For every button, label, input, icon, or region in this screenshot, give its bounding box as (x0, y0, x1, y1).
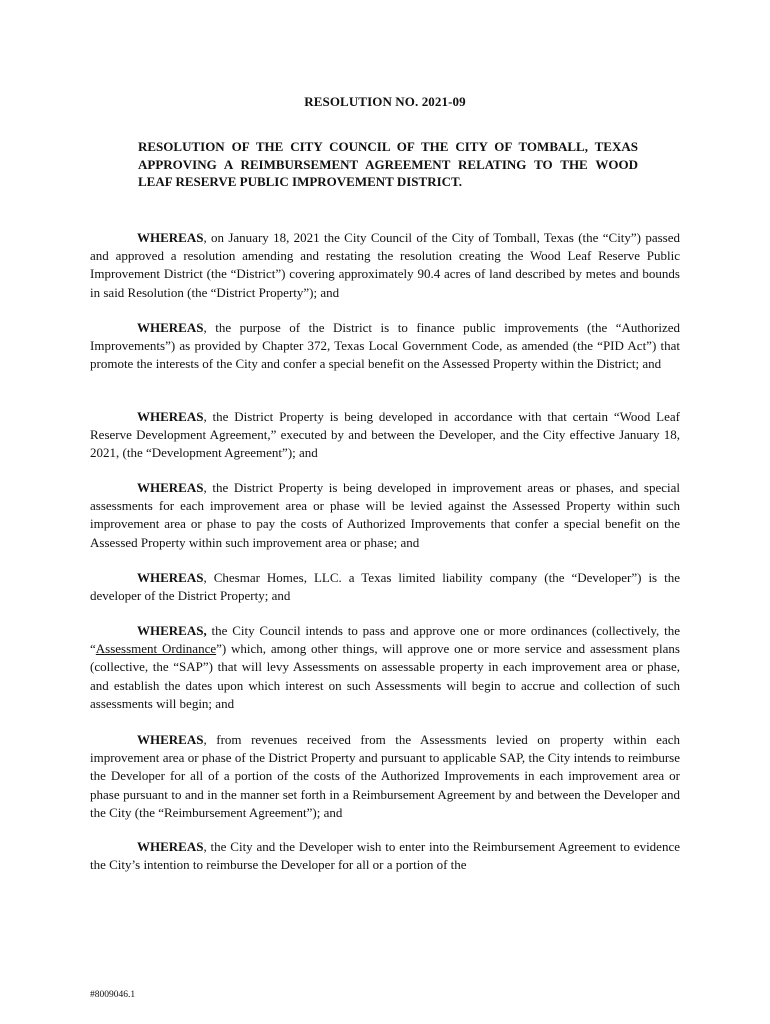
whereas-paragraph-1 (90, 229, 680, 302)
paragraph-text: , from revenues received from the Assessments levied on property within each improvement area or phase of the District Property and pursuant to applicable SAP, the City intends to reimburse the Developer for all of a portion of the costs of the Authorized Improvements in each improvement area or phase pursuant to and in the manner set forth in a Reimbursement Agreement by and between the Developer and the City (the “Reimbursement Agreement”); and (90, 732, 680, 820)
whereas-paragraph-7 (90, 731, 680, 822)
assessment-ordinance-term: Assessment Ordinance (95, 641, 217, 657)
whereas-paragraph-5 (90, 569, 680, 605)
paragraph-text: , the City and the Developer wish to enter into the Reimbursement Agreement to evidence the City’s intention to reimburse the Developer for all or a portion of the (90, 839, 680, 873)
whereas-paragraph-4 (90, 479, 680, 552)
paragraph-text: , the purpose of the District is to finance public improvements (the “Authorized Improvements”) as provided by Chapter 372, Texas Local Government Code, as amended (the “PID Act”) that promote the interests of the City and confer a special benefit on the Assessed Property within the District; and (90, 320, 680, 372)
footer-doc-id: #8009046.1 (90, 990, 136, 1000)
whereas-lead: WHEREAS (137, 320, 204, 335)
paragraph-text: , Chesmar Homes, LLC. a Texas limited liability company (the “Developer”) is the developer of the District Property; and (90, 570, 680, 604)
whereas-paragraph-2 (90, 319, 680, 374)
resolution-title: RESOLUTION OF THE CITY COUNCIL OF THE CITY OF TOMBALL, TEXAS APPROVING A REIMBURSEMENT AGREEMENT RELATING TO THE WOOD LEAF RESERVE PUBLIC IMPROVEMENT DISTRICT. (138, 139, 638, 189)
paragraph-text: , the District Property is being developed in improvement areas or phases, and special assessments for each improvement area or phase will be levied against the Assessed Property within such improvement area or phase to pay the costs of Authorized Improvements that confer a special benefit on the Assessed Property within such improvement area or phase; and (90, 480, 680, 550)
whereas-lead: WHEREAS (137, 732, 204, 747)
whereas-lead: WHEREAS (137, 839, 204, 854)
paragraph-text: , the District Property is being developed in accordance with that certain “Wood Leaf Reserve Development Agreement,” executed by and between the Developer, and the City effective January 18, 2021, (the “Development Agreement”); and (90, 409, 680, 461)
whereas-lead: WHEREAS (137, 230, 204, 245)
paragraph-text: ”) which, among other things, will approve one or more service and assessment plans (collective, the “SAP”) that will levy Assessments on assessable property in each improvement area or phase, and establish the dates upon which interest on such Assessments will begin to accrue and collection of such assessments will begin; and (90, 641, 680, 711)
paragraph-text: , on January 18, 2021 the City Council of the City of Tomball, Texas (the “City”) passed and approved a resolution amending and restating the resolution creating the Wood Leaf Reserve Public Improvement District (the “District”) covering approximately 90.4 acres of land described by metes and bounds in said Resolution (the “District Property”); and (90, 230, 680, 300)
whereas-lead: WHEREAS (137, 570, 204, 585)
paragraph-text-before: the City Council intends to pass and approve one or more ordinances (collectively, the “ (90, 623, 680, 657)
whereas-paragraph-6 (90, 622, 680, 713)
resolution-number: RESOLUTION NO. 2021-09 (304, 94, 466, 109)
whereas-lead: WHEREAS (137, 409, 204, 424)
whereas-paragraph-3 (90, 408, 680, 463)
whereas-lead: WHEREAS, (137, 623, 207, 638)
whereas-paragraph-8 (90, 838, 680, 874)
whereas-lead: WHEREAS (137, 480, 204, 495)
